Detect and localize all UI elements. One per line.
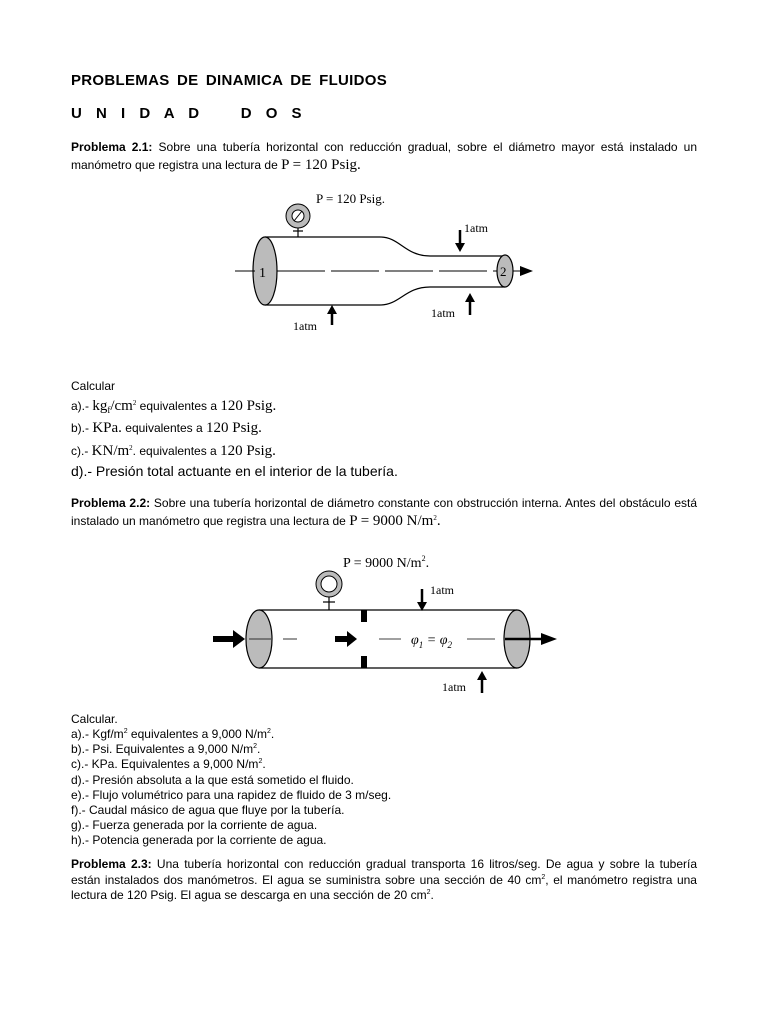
- atm-arrow-icon: [327, 305, 337, 314]
- question-2-2-c: c).- KPa. Equivalentes a 9,000 $N/m^2$.: [71, 757, 266, 772]
- atm-bottom-left-label: 1atm: [293, 319, 317, 333]
- question-2-2-h: h).- Potencia generada por la corriente de agua.: [71, 833, 327, 848]
- gauge-2-2-label: P = 9000 $N/m^2$.: [343, 554, 430, 571]
- atm-2-2-top-label: 1atm: [430, 583, 454, 597]
- problem-2-1-statement: [71, 138, 697, 174]
- figure-2-1: [220, 190, 550, 340]
- section-2-label: 2: [500, 264, 507, 279]
- problem-2-2-label: Problema 2.2:: [71, 496, 151, 510]
- atm-bottom-right-label: 1atm: [431, 306, 455, 320]
- question-2-1-a: a).- $kg_f/cm^2$ equivalentes a 120 Psig.: [71, 398, 277, 415]
- question-2-2-b: b).- Psi. Equivalentes a 9,000 $N/m^2$.: [71, 742, 261, 757]
- inflow-arrow-icon: [233, 630, 245, 648]
- flow-arrow-icon: [520, 266, 533, 276]
- question-2-2-e: e).- Flujo volumétrico para una rapidez de fluido de 3 m/seg.: [71, 787, 392, 802]
- phi-equation: $\varphi_1 = \varphi_2$: [411, 633, 452, 650]
- figure-2-2: [205, 545, 565, 700]
- question-2-2-g: g).- Fuerza generada por la corriente de agua.: [71, 818, 318, 833]
- question-2-1-b: b).- KPa. equivalentes a 120 Psig.: [71, 420, 262, 436]
- problem-2-1-text: Sobre una tubería horizontal con reducción gradual, sobre el diámetro mayor está instalado un manómetro que registra una lectura de: [71, 140, 698, 172]
- atm-2-2-arrow-icon: [477, 671, 487, 680]
- outflow-arrow-icon: [541, 633, 557, 645]
- problem-2-1-label: Problema 2.1:: [71, 140, 153, 154]
- calc-title-2-1: Calcular: [71, 379, 116, 393]
- question-2-2-f: f).- Caudal másico de agua que fluye por la tubería.: [71, 803, 345, 818]
- problem-2-1-value: P = 120 Psig.: [281, 157, 361, 173]
- question-list-2-2: [71, 727, 391, 849]
- atm-2-2-bottom-label: 1atm: [442, 680, 466, 694]
- unit-heading: U N I D A D D O S: [71, 105, 307, 122]
- problem-2-2-value: P = 9000 $N/m^2$.: [349, 513, 441, 529]
- section-1-label: 1: [259, 266, 266, 281]
- question-2-1-c: c).- $KN/m^2$. equivalentes a 120 Psig.: [71, 443, 276, 459]
- question-2-2-a: a).- Kgf/$m^2$ equivalentes a 9,000 $N/m^2$.: [71, 727, 275, 741]
- problem-2-2-text: Sobre una tubería horizontal de diámetro constante con obstrucción interna. Antes del obstáculo está instalado un manómetro que registra una lectura de: [71, 496, 697, 528]
- question-2-2-d: d).- Presión absoluta a la que está sometido el fluido.: [71, 772, 354, 787]
- middle-flow-arrow-icon: [347, 631, 357, 647]
- calc-title-2-2: Calcular.: [71, 712, 118, 726]
- obstruction-bottom: [361, 656, 367, 668]
- obstruction-top: [361, 610, 367, 622]
- problem-2-3-label: Problema 2.3:: [71, 857, 152, 871]
- atm-top-label: 1atm: [464, 221, 488, 235]
- problem-2-3-statement: Problema 2.3: Una tubería horizontal con reducción gradual transporta 16 litros/seg. De agua y sobre la tubería están instalados dos manómetros. El agua se suministra sobre una sección de 40 $cm^2$, el manómetro registra una lectura de 120 Psig. El agua se descarga en una sección de 20 $cm^2$.: [71, 857, 697, 902]
- question-2-1-d: d).- Presión total actuante en el interior de la tubería.: [71, 463, 398, 479]
- gauge-2-1-label: P = 120 Psig.: [316, 191, 385, 206]
- document-title: PROBLEMAS DE DINAMICA DE FLUIDOS: [71, 72, 388, 89]
- problem-2-2-statement: [71, 494, 697, 530]
